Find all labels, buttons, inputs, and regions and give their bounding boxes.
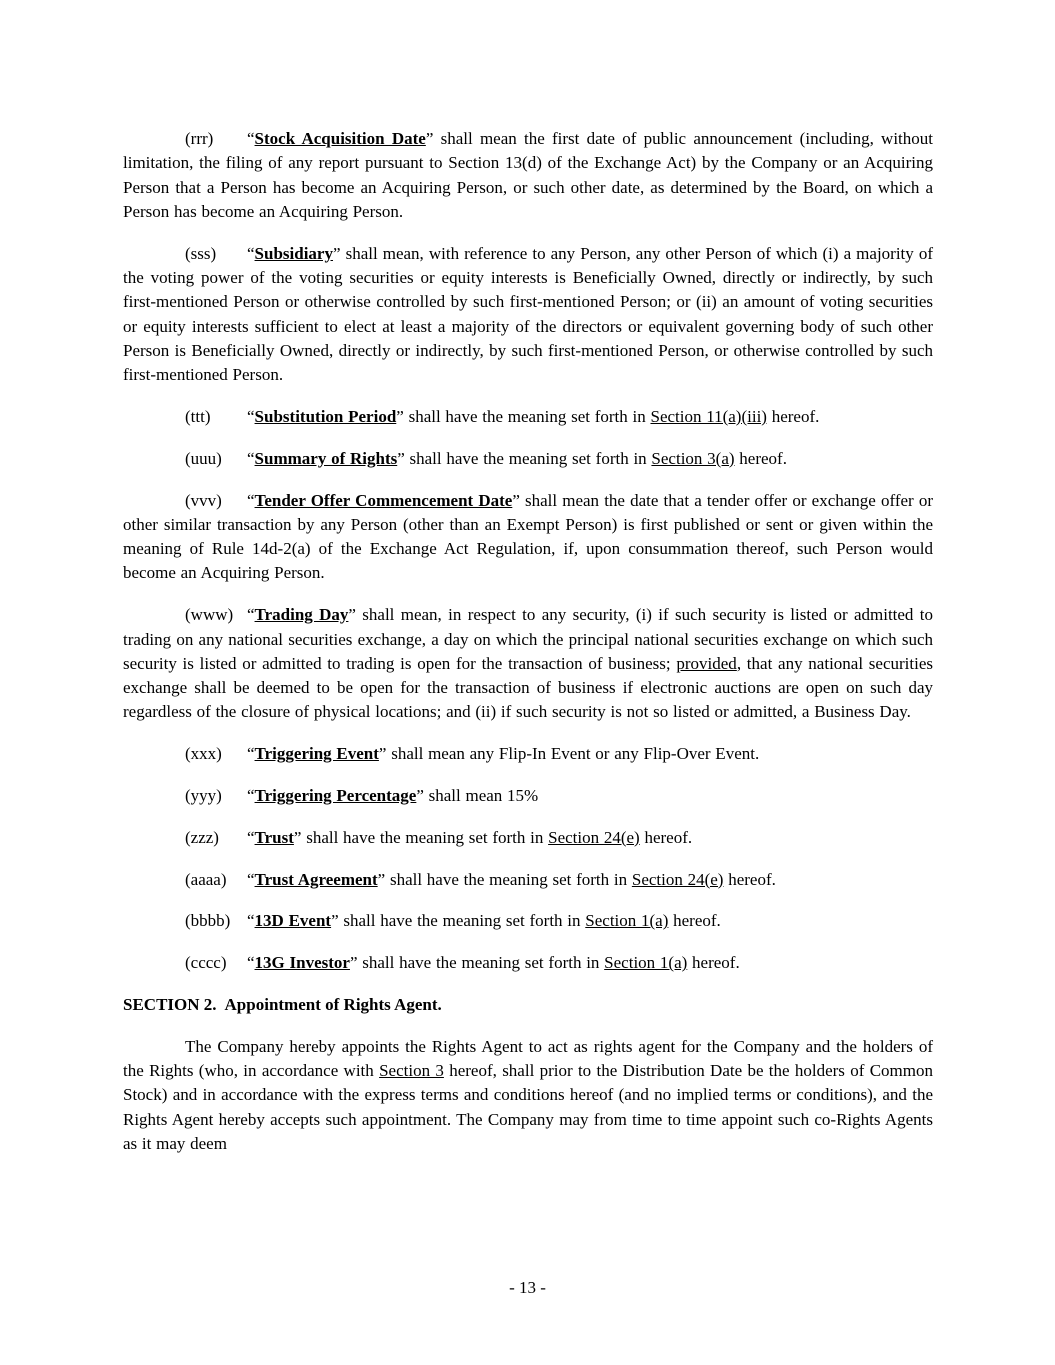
body-text: ” shall mean, with reference to any Person, any other Person of which (i) a majority of the voting power of the voting securities or equity interests is Beneficially Owned, directly or indirectly, by such first-mentioned Person or otherwise controlled by such first-mentioned Person; or (ii) an amount of voting securities or equity interests sufficient to elect at least a majority of the directors or equivalent governing body of such other Person is Beneficially Owned, directly or indirectly, by such first-mentioned Person, or otherwise controlled by such first-mentioned Person. (123, 243, 933, 385)
body-text: hereof. (766, 406, 820, 426)
section-reference: Section 1(a) (604, 953, 688, 973)
definition-label: (sss) (185, 243, 217, 263)
definition-label: (bbbb) (185, 911, 231, 931)
defined-term: Substitution Period (254, 406, 397, 426)
definition-label: (cccc) (185, 953, 227, 973)
definition-paragraph-uuu (123, 447, 933, 471)
section-reference: Section 24(e) (631, 869, 724, 889)
open-quote: “ (247, 953, 255, 973)
definition-paragraph-sss (123, 242, 933, 388)
body-text: , that any national securities exchange shall be deemed to be open for the transaction of business if electronic auctions are open on such day regardless of the closure of physical locations; and (ii) if such security is not so listed or admitted, a Business Day. (123, 653, 934, 722)
body-text: hereof. (734, 448, 787, 468)
body-text: ” shall have the meaning set forth in (349, 953, 605, 973)
section-reference: Section 24(e) (548, 827, 640, 847)
body-text: ” shall mean the first date of public announcement (including, without limitation, the filing of any report pursuant to Section 13(d) of the Exchange Act) by the Company or an Acquiring Person that a Person has become an Acquiring Person, or such other date, as determined by the Board, on which a Person has become an Acquiring Person. (123, 129, 933, 221)
page-number: - 13 - (509, 1278, 546, 1297)
open-quote: “ (247, 744, 255, 764)
section-reference: Section 1(a) (585, 911, 669, 931)
definition-label: (vvv) (185, 490, 222, 510)
defined-term: Summary of Rights (254, 448, 398, 468)
definition-label: (aaaa) (185, 869, 227, 889)
open-quote: “ (247, 869, 255, 889)
definition-paragraph-zzz (123, 826, 933, 850)
body-text: The Company hereby appoints the Rights Agent to act as rights agent for the Company and the holders of the Rights (who, in accordance with (123, 1036, 933, 1081)
section-heading (123, 993, 933, 1017)
body-text: hereof, shall prior to the Distribution Date be the holders of Common Stock) and in accordance with the express terms and conditions hereof (and no implied terms or conditions), and the Rights Agent hereby accepts such appointment. The Company may from time to time appoint such co-Rights Agents as it may deem (123, 1061, 933, 1153)
definition-label: (zzz) (185, 827, 219, 847)
definition-paragraph-vvv (123, 489, 933, 586)
open-quote: “ (247, 786, 255, 806)
defined-term: Stock Acquisition Date (254, 129, 426, 148)
appointment-paragraph (123, 1035, 933, 1156)
section-number: SECTION 2. (123, 995, 217, 1015)
defined-term: Triggering Event (254, 744, 379, 764)
body-text: hereof. (723, 869, 776, 889)
definition-paragraph-rrr (123, 127, 933, 224)
body-text: ” shall mean the date that a tender offer or exchange offer or other similar transaction by any Person (other than an Exempt Person) is first published or sent or given within the meaning of Rule 14d-2(a) of the Exchange Act Regulation, if, upon consummation thereof, such Person would become an Acquiring Person. (123, 490, 933, 583)
body-text: ” shall have the meaning set forth in (396, 406, 651, 426)
body-text: ” shall have the meaning set forth in (377, 869, 632, 889)
definition-label: (rrr) (185, 129, 214, 148)
section-reference: Section 3 (379, 1061, 444, 1081)
definition-paragraph-cccc (123, 951, 933, 975)
open-quote: “ (247, 827, 255, 847)
body-text: ” shall have the meaning set forth in (293, 827, 549, 847)
body-text: ” shall mean, in respect to any security, (i) if such security is listed or admitted to trading on any national securities exchange, a day on which the principal national securities exchange on which such security is listed or admitted to trading is open for the transaction of business; (123, 605, 933, 673)
definition-label: (uuu) (185, 448, 222, 468)
body-text: hereof. (639, 827, 693, 847)
definition-paragraph-xxx (123, 742, 933, 766)
definition-paragraph-yyy (123, 784, 933, 808)
section-title: Appointment of Rights Agent. (224, 995, 442, 1015)
body-text: hereof. (687, 953, 740, 973)
open-quote: “ (247, 490, 255, 510)
emphasized-word: provided (676, 653, 737, 673)
open-quote: “ (247, 243, 255, 263)
defined-term: Triggering Percentage (254, 786, 417, 806)
open-quote: “ (247, 406, 255, 426)
body-text: ” shall have the meaning set forth in (331, 911, 586, 931)
defined-term: Trading Day (254, 605, 349, 625)
defined-term: 13D Event (254, 911, 332, 931)
body-text: ” shall mean any Flip-In Event or any Flip-Over Event. (378, 744, 760, 764)
open-quote: “ (247, 129, 255, 148)
definition-paragraph-www (123, 603, 933, 724)
body-text: hereof. (668, 911, 721, 931)
open-quote: “ (247, 911, 255, 931)
body-text: ” shall mean 15% (416, 786, 539, 806)
definition-paragraph-aaaa (123, 868, 933, 892)
defined-term: Subsidiary (254, 243, 333, 263)
section-reference: Section 11(a)(iii) (650, 406, 767, 426)
defined-term: Trust Agreement (254, 869, 378, 889)
definition-label: (xxx) (185, 744, 222, 764)
definition-paragraph-ttt (123, 405, 933, 429)
defined-term: Tender Offer Commencement Date (254, 490, 513, 510)
defined-term: 13G Investor (254, 953, 350, 973)
open-quote: “ (247, 448, 255, 468)
body-text: ” shall have the meaning set forth in (397, 448, 652, 468)
defined-term: Trust (254, 827, 294, 847)
definition-label: (www) (185, 605, 234, 625)
definition-label: (yyy) (185, 786, 222, 806)
definition-label: (ttt) (185, 406, 211, 426)
section-reference: Section 3(a) (651, 448, 735, 468)
definition-paragraph-bbbb (123, 909, 933, 933)
open-quote: “ (247, 605, 255, 625)
